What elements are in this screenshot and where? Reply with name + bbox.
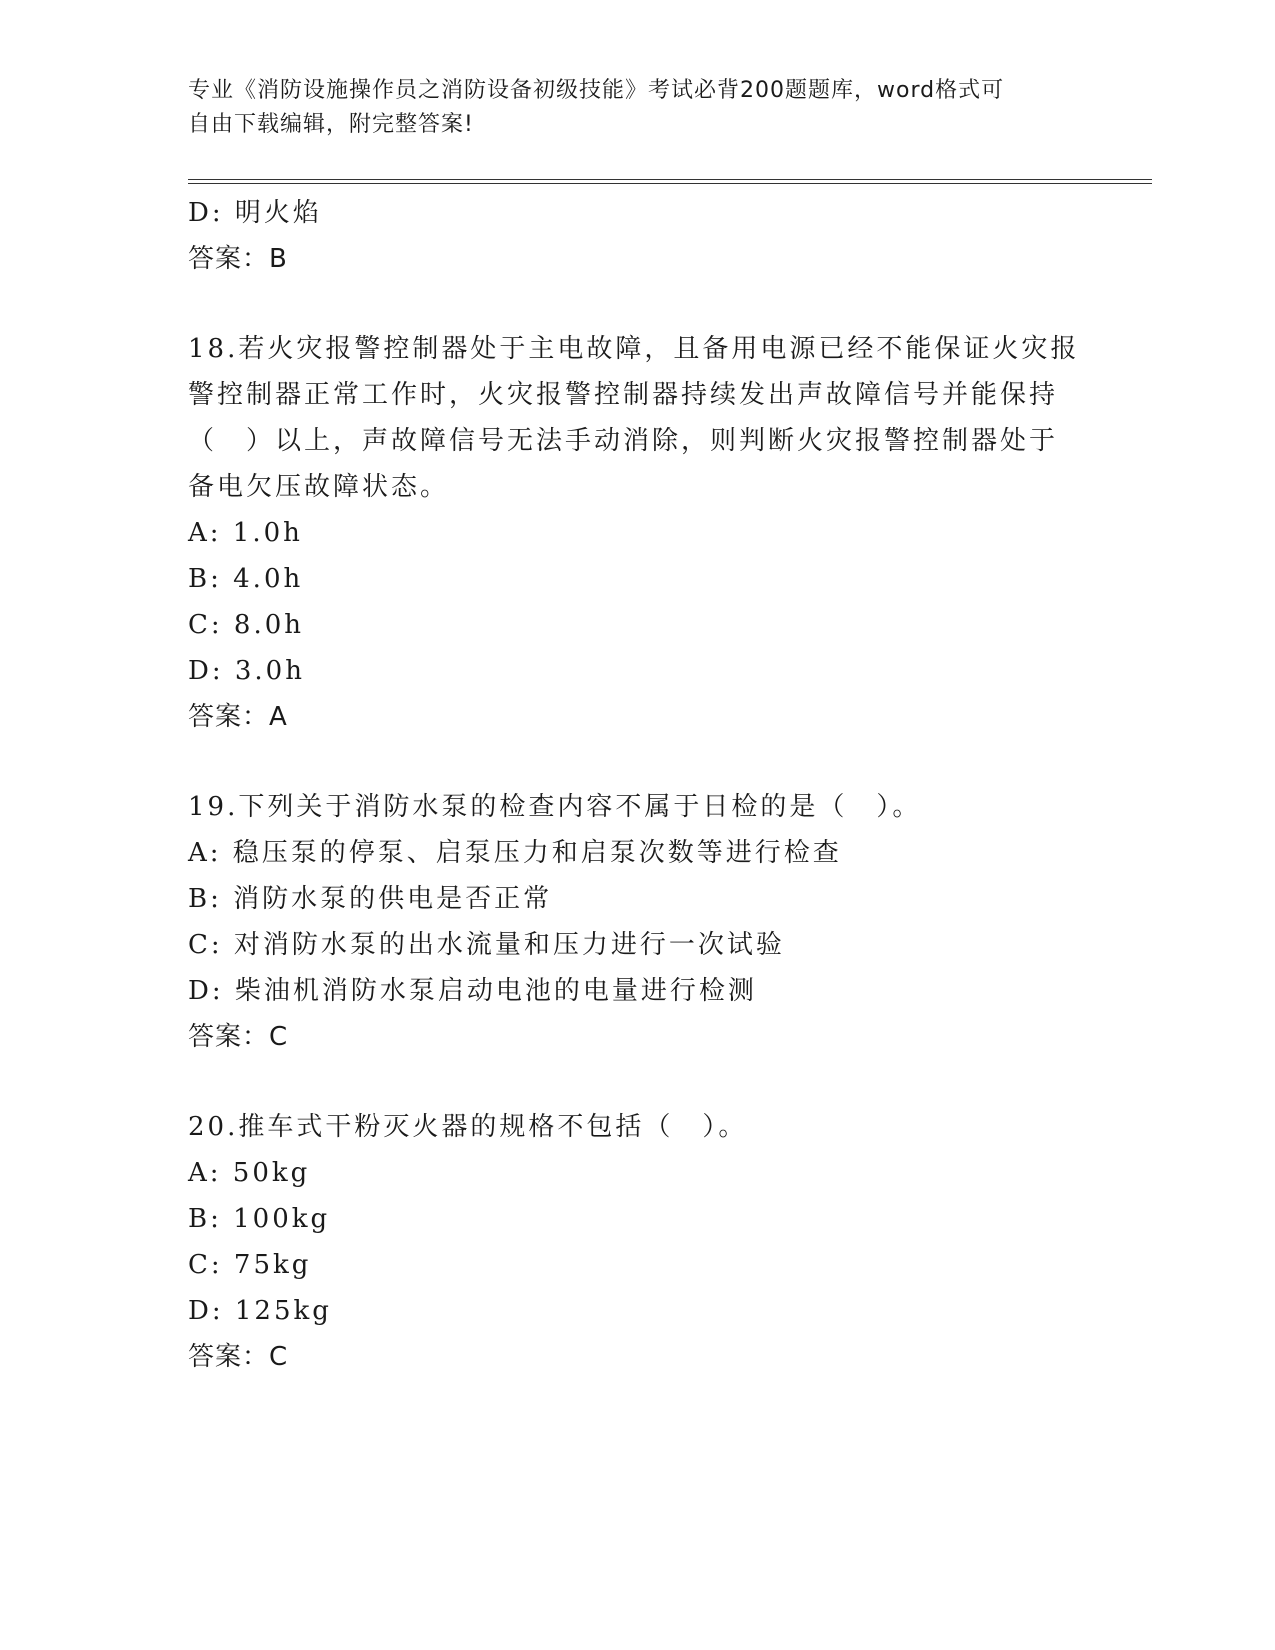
header-divider-bottom [188,183,1152,184]
question-text-line: 20.推车式干粉灭火器的规格不包括（ ）。 [188,1112,748,1142]
question-19 [188,784,1108,1060]
question-18 [188,326,1108,740]
question-text-line: 19.下列关于消防水泵的检查内容不属于日检的是（ ）。 [188,792,922,822]
option-d: D: 柴油机消防水泵启动电池的电量进行检测 [188,976,757,1006]
question-text-line: 18.若火灾报警控制器处于主电故障，且备用电源已经不能保证火灾报 [188,334,1080,364]
question-text-line: （ ）以上，声故障信号无法手动消除，则判断火灾报警控制器处于 [188,426,1059,456]
prev-option-d: D: 明火焰 [188,198,322,228]
option-b: B: 消防水泵的供电是否正常 [188,884,553,914]
prev-answer: 答案：B [188,244,288,274]
header-divider-top [188,179,1152,180]
header-line-1: 专业《消防设施操作员之消防设备初级技能》考试必背200题题库，word格式可 [188,78,1005,103]
question-20 [188,1104,1108,1380]
answer: 答案：A [188,702,288,732]
option-d: D: 3.0h [188,656,305,686]
option-d: D: 125kg [188,1296,332,1326]
option-c: C: 8.0h [188,610,305,640]
option-a: A: 50kg [188,1158,311,1188]
question-text-line: 警控制器正常工作时，火灾报警控制器持续发出声故障信号并能保持 [188,380,1059,410]
option-c: C: 对消防水泵的出水流量和压力进行一次试验 [188,930,785,960]
question-content [188,190,1108,1380]
header-line-2: 自由下载编辑，附完整答案! [188,112,474,137]
option-b: B: 100kg [188,1204,331,1234]
answer: 答案：C [188,1022,289,1052]
answer: 答案：C [188,1342,289,1372]
option-a: A: 1.0h [188,518,303,548]
option-b: B: 4.0h [188,564,304,594]
option-c: C: 75kg [188,1250,312,1280]
document-header [188,74,1088,142]
question-text-line: 备电欠压故障状态。 [188,472,450,502]
option-a: A: 稳压泵的停泵、启泵压力和启泵次数等进行检查 [188,838,842,868]
